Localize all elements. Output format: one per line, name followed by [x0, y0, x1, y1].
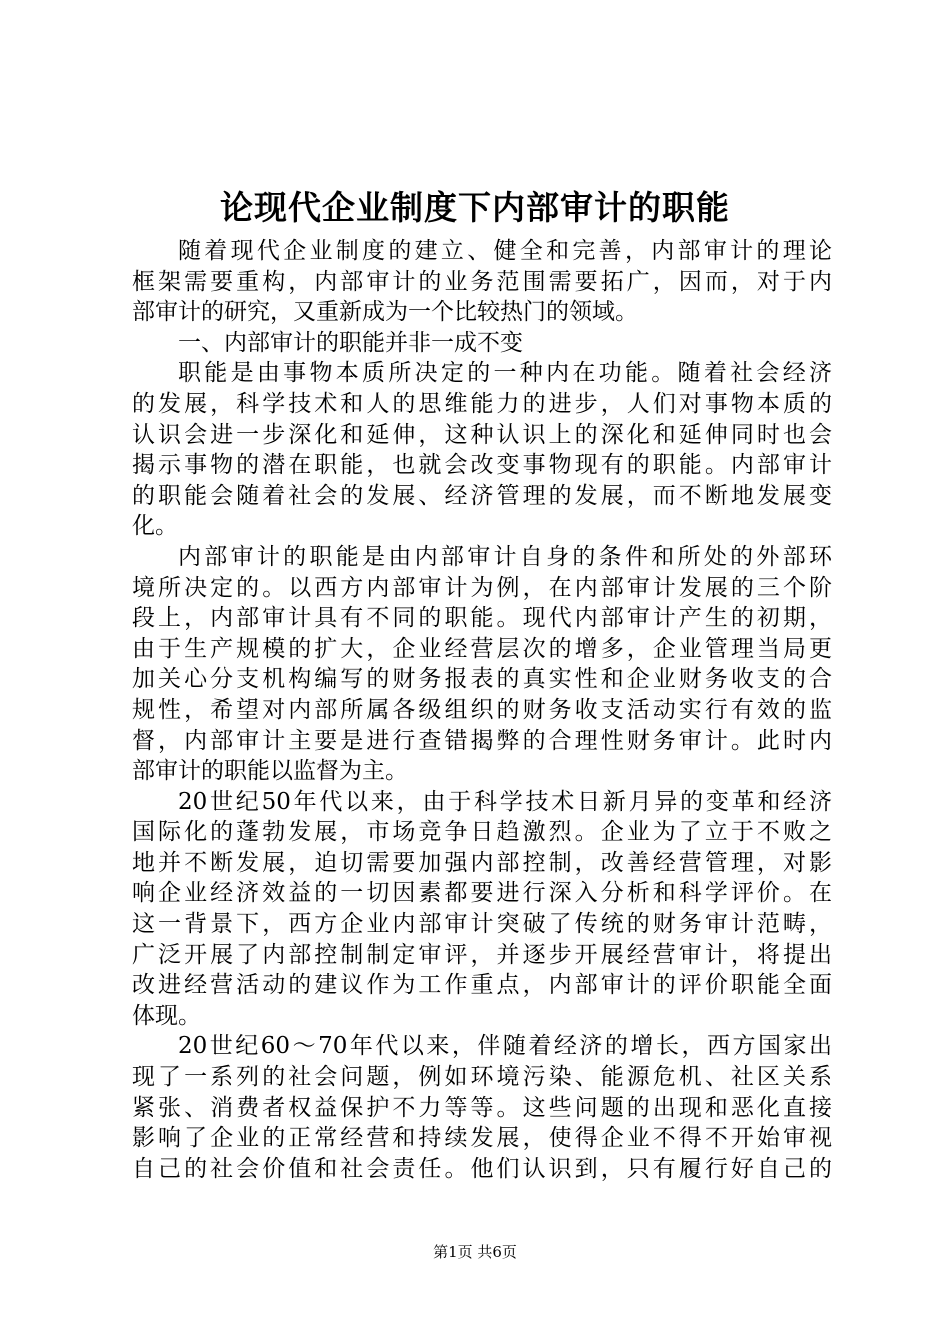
text-line: 这一背景下，西方企业内部审计突破了传统的财务审计范畴， — [132, 911, 832, 938]
text-line: 地并不断发展，迫切需要加强内部控制，改善经营管理，对影 — [132, 849, 832, 876]
text-line: 揭示事物的潜在职能，也就会改变事物现有的职能。内部审计 — [132, 452, 832, 479]
text-line: 影响了企业的正常经营和持续发展，使得企业不得不开始审视 — [132, 1125, 832, 1152]
text-line: 的发展，科学技术和人的思维能力的进步，人们对事物本质的 — [132, 390, 832, 417]
text-line: 自己的社会价值和社会责任。他们认识到，只有履行好自己的 — [132, 1155, 832, 1182]
text-line: 20世纪50年代以来，由于科学技术日新月异的变革和经济 — [178, 788, 832, 815]
text-line: 20世纪60～70年代以来，伴随着经济的增长，西方国家出 — [178, 1033, 832, 1060]
text-line: 一、内部审计的职能并非一成不变 — [178, 329, 523, 356]
text-line: 境所决定的。以西方内部审计为例，在内部审计发展的三个阶 — [132, 574, 832, 601]
text-line: 响企业经济效益的一切因素都要进行深入分析和科学评价。在 — [132, 880, 832, 907]
page-footer: 第1页 共6页 — [433, 1243, 517, 1261]
document-title: 论现代企业制度下内部审计的职能 — [220, 188, 730, 227]
text-line: 紧张、消费者权益保护不力等等。这些问题的出现和恶化直接 — [132, 1094, 832, 1121]
text-line: 现了一系列的社会问题，例如环境污染、能源危机、社区关系 — [132, 1064, 832, 1091]
text-line: 部审计的研究，又重新成为一个比较热门的领域。 — [132, 299, 638, 326]
text-line: 的职能会随着社会的发展、经济管理的发展，而不断地发展变 — [132, 482, 832, 509]
text-line: 部审计的职能以监督为主。 — [132, 758, 408, 785]
document-body — [132, 236, 832, 1184]
text-line: 由于生产规模的扩大，企业经营层次的增多，企业管理当局更 — [132, 635, 832, 662]
text-line: 认识会进一步深化和延伸，这种认识上的深化和延伸同时也会 — [132, 421, 832, 448]
text-line: 随着现代企业制度的建立、健全和完善，内部审计的理论 — [178, 238, 832, 264]
text-line: 国际化的蓬勃发展，市场竞争日趋激烈。企业为了立于不败之 — [132, 819, 832, 846]
text-line: 体现。 — [132, 1002, 201, 1029]
text-line: 化。 — [132, 513, 178, 540]
text-line: 加关心分支机构编写的财务报表的真实性和企业财务收支的合 — [132, 666, 832, 693]
text-line: 段上，内部审计具有不同的职能。现代内部审计产生的初期， — [132, 605, 832, 632]
text-line: 内部审计的职能是由内部审计自身的条件和所处的外部环 — [178, 543, 832, 570]
text-line: 框架需要重构，内部审计的业务范围需要拓广，因而，对于内 — [132, 268, 832, 295]
text-line: 规性，希望对内部所属各级组织的财务收支活动实行有效的监 — [132, 696, 832, 723]
text-line: 广泛开展了内部控制制定审评，并逐步开展经营审计，将提出 — [132, 941, 832, 968]
text-line: 职能是由事物本质所决定的一种内在功能。随着社会经济 — [178, 360, 832, 387]
text-line: 督，内部审计主要是进行查错揭弊的合理性财务审计。此时内 — [132, 727, 832, 754]
text-line: 改进经营活动的建议作为工作重点，内部审计的评价职能全面 — [132, 972, 832, 999]
